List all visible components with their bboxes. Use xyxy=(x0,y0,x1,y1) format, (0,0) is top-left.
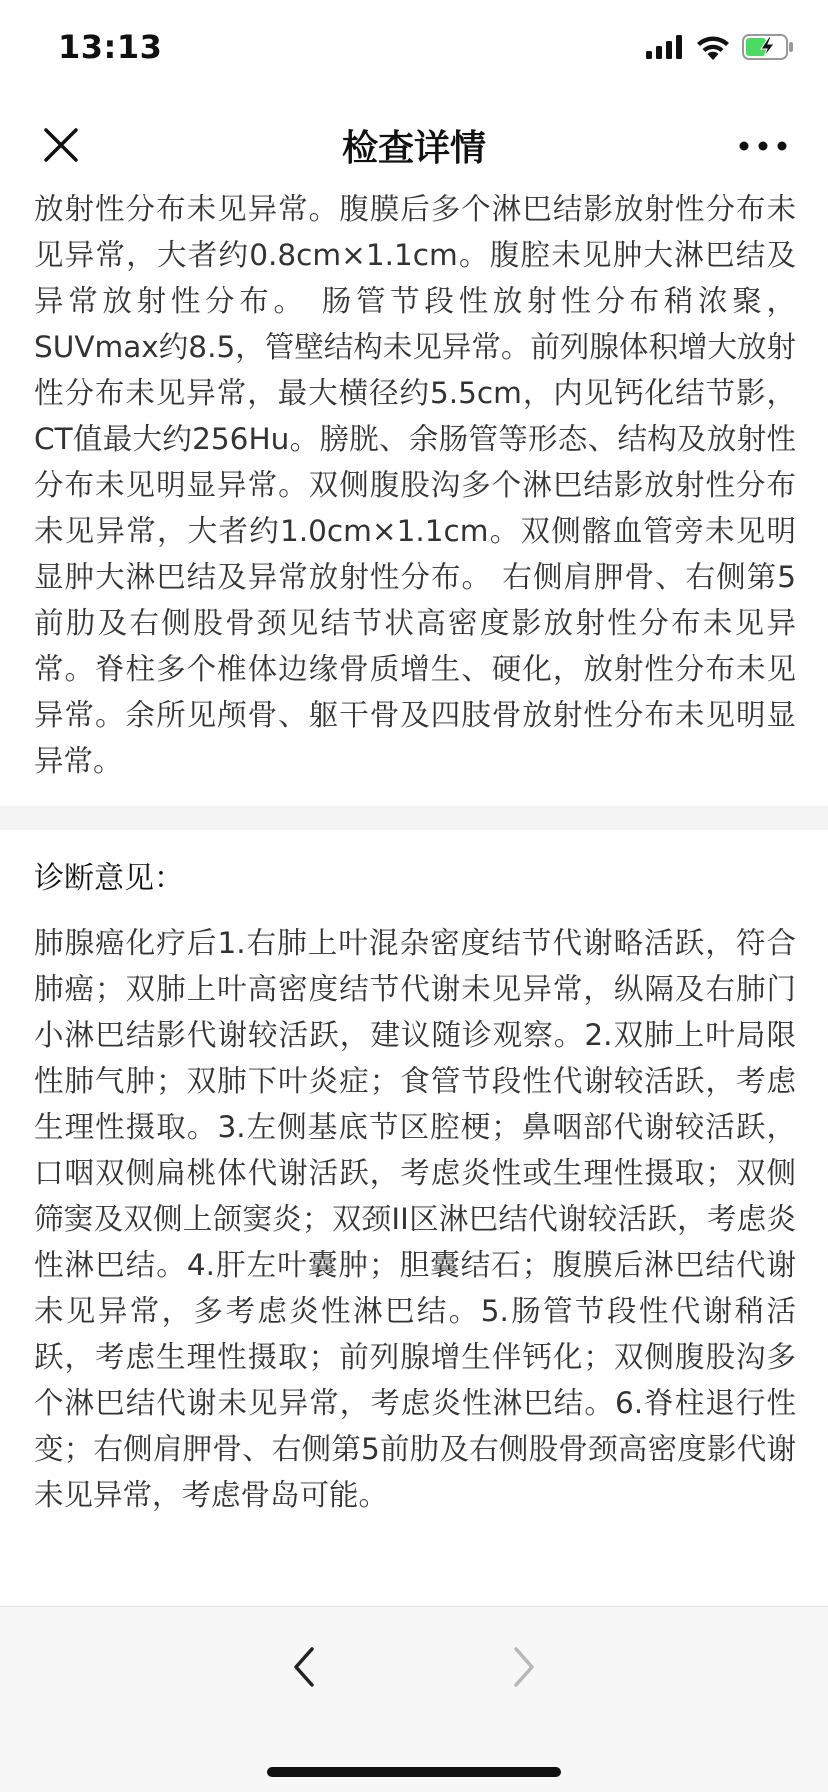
section-divider xyxy=(0,806,828,830)
home-indicator xyxy=(267,1767,561,1777)
diagnosis-section xyxy=(0,830,828,1518)
bottom-toolbar xyxy=(0,1606,828,1792)
chevron-left-icon xyxy=(280,1639,328,1695)
diagnosis-text: 肺腺癌化疗后1.右肺上叶混杂密度结节代谢略活跃，符合肺癌；双肺上叶高密度结节代谢未见异常，纵隔及右肺门小淋巴结影代谢较活跃，建议随诊观察。2.双肺上叶局限性肺气肿；双肺下叶炎症；食管节段性代谢较活跃，考虑生理性摄取。3.左侧基底节区腔梗；鼻咽部代谢较活跃，口咽双侧扁桃体代谢活跃，考虑炎性或生理性摄取；双侧筛窦及双侧上颌窦炎；双颈II区淋巴结代谢较活跃，考虑炎性淋巴结。4.肝左叶囊肿；胆囊结石；腹膜后淋巴结代谢未见异常，多考虑炎性淋巴结。5.肠管节段性代谢稍活跃，考虑生理性摄取；前列腺增生伴钙化；双侧腹股沟多个淋巴结代谢未见异常，考虑炎性淋巴结。6.脊柱退行性变；右侧肩胛骨、右侧第5前肋及右侧股骨颈高密度影代谢未见异常，考虑骨岛可能。 xyxy=(34,926,796,1512)
page-title: 检查详情 xyxy=(341,128,486,169)
diagnosis-heading: 诊断意见： xyxy=(34,861,184,896)
battery-charging-icon xyxy=(742,34,794,60)
cellular-signal-icon xyxy=(646,35,684,59)
findings-section xyxy=(0,186,828,806)
forward-button[interactable] xyxy=(500,1639,548,1695)
navigation-bar xyxy=(0,100,828,192)
status-time: 13:13 xyxy=(58,28,163,66)
more-icon xyxy=(736,128,792,164)
status-bar xyxy=(0,0,828,100)
findings-text: 放射性分布未见异常。腹膜后多个淋巴结影放射性分布未见异常，大者约0.8cm×1.1cm。腹腔未见肿大淋巴结及异常放射性分布。 肠管节段性放射性分布稍浓聚，SUVmax约8.5，管壁结构未见异常。前列腺体积增大放射性分布未见异常，最大横径约5.5cm，内见钙化结节影，CT值最大约256Hu。膀胱、余肠管等形态、结构及放射性分布未见明显异常。双侧腹股沟多个淋巴结影放射性分布未见异常，大者约1.0cm×1.1cm。双侧髂血管旁未见明显肿大淋巴结及异常放射性分布。 右侧肩胛骨、右侧第5前肋及右侧股骨颈见结节状高密度影放射性分布未见异常。脊柱多个椎体边缘骨质增生、硬化，放射性分布未见异常。余所见颅骨、躯干骨及四肢骨放射性分布未见明显异常。 xyxy=(34,192,796,778)
status-icons xyxy=(646,34,794,60)
report-content[interactable] xyxy=(0,186,828,1606)
more-button[interactable] xyxy=(736,128,792,164)
wifi-icon xyxy=(696,35,730,60)
back-button[interactable] xyxy=(280,1639,328,1695)
chevron-right-icon xyxy=(500,1639,548,1695)
